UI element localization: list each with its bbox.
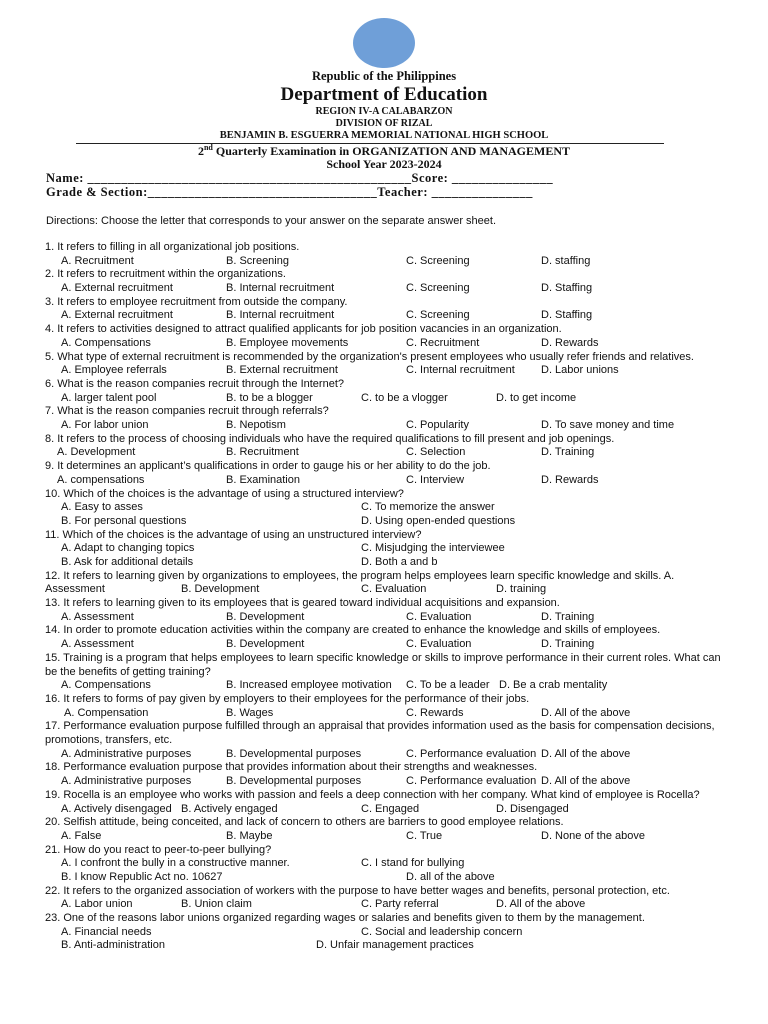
choice-row: [0, 830, 768, 844]
answer-choice: D. Staffing: [541, 309, 593, 322]
question-item: [0, 378, 768, 405]
answer-choice: D. Both a and b: [361, 555, 438, 568]
answer-choice: A. External recruitment: [61, 282, 173, 295]
answer-choice: A. Assessment: [61, 638, 134, 651]
answer-choice: A. I confront the bully in a constructive manner.: [61, 857, 290, 870]
answer-choice: A. Employee referrals: [61, 364, 167, 377]
answer-choice: B. Increased employee motivation: [226, 679, 392, 692]
answer-choice: D. Unfair management practices: [316, 939, 474, 952]
choice-row: [0, 364, 768, 378]
question-stem: 19. Rocella is an employee who works with passion and feels a deep connection with her company. What kind of employee is Rocella?: [45, 788, 700, 801]
answer-choice: A. Development: [57, 446, 136, 459]
question-stem: 2. It refers to recruitment within the organizations.: [45, 268, 286, 281]
answer-choice: D. Training: [541, 638, 595, 651]
answer-choice: B. Development: [226, 638, 305, 651]
question-item: [0, 789, 768, 816]
answer-choice: B. Ask for additional details: [61, 555, 194, 568]
answer-choice: C. Evaluation: [361, 583, 427, 596]
answer-choice: B. For personal questions: [61, 514, 187, 527]
answer-choice: D. None of the above: [541, 829, 645, 842]
choice-row: [0, 419, 768, 433]
answer-choice: A. Actively disengaged: [61, 802, 172, 815]
question-item: [0, 268, 768, 295]
question-stem: 12. It refers to learning given by organizations to employees, the program helps employees learn specific knowledge and skills. A.: [45, 569, 675, 582]
question-item: [0, 405, 768, 432]
answer-choice: C. Popularity: [406, 419, 469, 432]
answer-choice: D. All of the above: [541, 706, 631, 719]
region-line: REGION IV-A CALABARZON: [315, 106, 453, 117]
division-line: DIVISION OF RIZAL: [335, 118, 433, 129]
answer-choice: D. training: [496, 583, 547, 596]
answer-choice: B. Employee movements: [226, 336, 349, 349]
question-stem: 5. What type of external recruitment is recommended by the organization's present employees who usually refer friends and relatives.: [45, 350, 694, 363]
choice-row: [0, 337, 768, 351]
department-title: Department of Education: [280, 84, 488, 105]
question-item: [0, 570, 768, 597]
answer-choice: B. Wages: [226, 706, 274, 719]
choice-row: [0, 679, 768, 693]
answer-choice: A. Adapt to changing topics: [61, 542, 195, 555]
answer-choice: C. Performance evaluation: [406, 775, 537, 788]
answer-choice: D. Using open-ended questions: [361, 514, 516, 527]
question-item: [0, 488, 768, 529]
question-stem: 8. It refers to the process of choosing individuals who have the required qualifications to fill present and job openings.: [45, 432, 615, 445]
question-item: [0, 241, 768, 268]
answer-choice: B. to be a blogger: [226, 391, 313, 404]
choice-row: [0, 515, 768, 529]
choice-row: [0, 803, 768, 817]
question-stem: 10. Which of the choices is the advantage of using a structured interview?: [45, 487, 404, 500]
answer-choice: B. Union claim: [181, 898, 252, 911]
question-stem: 7. What is the reason companies recruit through referrals?: [45, 405, 329, 418]
school-name: BENJAMIN B. ESGUERRA MEMORIAL NATIONAL HIGH SCHOOL: [219, 130, 549, 141]
question-stem: 22. It refers to the organized association of workers with the purpose to have better wages and benefits, personal protection, etc.: [45, 884, 670, 897]
question-item: [0, 323, 768, 350]
answer-choice: B. External recruitment: [226, 364, 338, 377]
republic-line: Republic of the Philippines: [311, 69, 457, 83]
question-item: [0, 912, 768, 953]
answer-choice: D. Staffing: [541, 282, 593, 295]
choice-row: [0, 282, 768, 296]
choice-row: [0, 446, 768, 460]
answer-choice: C. Performance evaluation: [406, 747, 537, 760]
answer-choice: C. Social and leadership concern: [361, 925, 523, 938]
choice-row: [0, 748, 768, 762]
answer-choice: C. Selection: [406, 446, 466, 459]
answer-choice: D. Labor unions: [541, 364, 619, 377]
question-stem: 23. One of the reasons labor unions organized regarding wages or salaries and benefits given to them by the management.: [45, 912, 645, 925]
question-stem: 9. It determines an applicant’s qualifications in order to gauge his or her ability to do the job.: [45, 460, 491, 473]
name-score-line: Name: ________________________________________________Score: _______________: [46, 171, 554, 185]
answer-choice: C. Misjudging the interviewee: [361, 542, 505, 555]
answer-choice: D. Training: [541, 610, 595, 623]
choice-row: [0, 611, 768, 625]
question-stem: 11. Which of the choices is the advantage of using an unstructured interview?: [45, 528, 422, 541]
answer-choice: D. to get income: [496, 391, 577, 404]
answer-choice: B. Screening: [226, 254, 289, 267]
answer-choice: C. Rewards: [406, 706, 464, 719]
answer-choice: C. Screening: [406, 254, 470, 267]
answer-choice: B. Developmental purposes: [226, 775, 362, 788]
answer-choice: C. Screening: [406, 309, 470, 322]
answer-choice: B. Internal recruitment: [226, 282, 335, 295]
question-item: [0, 844, 768, 885]
answer-choice: C. To memorize the answer: [361, 501, 495, 514]
question-item: [0, 624, 768, 651]
question-item: [0, 460, 768, 487]
answer-choice: A. compensations: [57, 473, 145, 486]
question-stem: 18. Performance evaluation purpose that provides information about their strengths and weaknesses.: [45, 761, 538, 774]
answer-choice: A. Compensations: [61, 679, 151, 692]
question-item: [0, 351, 768, 378]
answer-choice: C. True: [406, 829, 443, 842]
answer-choice: A. External recruitment: [61, 309, 173, 322]
answer-choice: Assessment: [45, 583, 105, 596]
answer-choice: C. to be a vlogger: [361, 391, 448, 404]
choice-row: [0, 309, 768, 323]
choice-row: [0, 392, 768, 406]
answer-choice: B. Maybe: [226, 829, 273, 842]
answer-choice: B. Examination: [226, 473, 300, 486]
exam-ordinal-suffix: nd: [203, 143, 213, 152]
answer-choice: A. False: [61, 829, 102, 842]
answer-choice: B. Internal recruitment: [226, 309, 335, 322]
answer-choice: D. staffing: [541, 254, 591, 267]
choice-row: [0, 542, 768, 556]
choice-row: [0, 501, 768, 515]
deped-seal-logo: [353, 18, 415, 68]
answer-choice: B. Development: [181, 583, 260, 596]
choice-row: [0, 939, 768, 953]
question-stem: 15. Training is a program that helps employees to learn specific knowledge or skills to improve performance in their current roles. What can be the benefits of getting training?: [45, 651, 721, 678]
choice-row: [0, 857, 768, 871]
question-item: [0, 885, 768, 912]
question-stem: 3. It refers to employee recruitment from outside the company.: [45, 295, 348, 308]
answer-choice: A. Recruitment: [61, 254, 134, 267]
answer-choice: C. I stand for bullying: [361, 857, 465, 870]
answer-choice: D. Disengaged: [496, 802, 569, 815]
answer-choice: B. Recruitment: [226, 446, 299, 459]
question-item: [0, 720, 768, 761]
answer-choice: C. Engaged: [361, 802, 420, 815]
directions: Directions: Choose the letter that corresponds to your answer on the separate answer sheet.: [46, 215, 497, 227]
answer-choice: A. Financial needs: [61, 925, 152, 938]
question-stem: 21. How do you react to peer-to-peer bullying?: [45, 843, 272, 856]
answer-choice: C. Evaluation: [406, 638, 472, 651]
question-stem: 4. It refers to activities designed to attract qualified applicants for job position vacancies in an organization.: [45, 323, 562, 336]
answer-choice: C. Interview: [406, 473, 465, 486]
answer-choice: C. Evaluation: [406, 610, 472, 623]
question-stem: 20. Selfish attitude, being conceited, and lack of concern to others are barriers to good employee relations.: [45, 816, 564, 829]
answer-choice: A. Easy to asses: [61, 501, 143, 514]
school-year: School Year 2023-2024: [326, 157, 442, 171]
answer-choice: A. Compensation: [64, 706, 149, 719]
choice-row: [0, 707, 768, 721]
answer-choice: B. Actively engaged: [181, 802, 278, 815]
question-stem: 14. In order to promote education activities within the company are created to enhance the knowledge and skills of employees.: [45, 624, 661, 637]
question-item: [0, 296, 768, 323]
choice-row: [0, 255, 768, 269]
question-stem: 13. It refers to learning given to its employees that is geared toward individual acquisitions and expansion.: [45, 597, 560, 610]
question-item: [0, 597, 768, 624]
answer-choice: D. all of the above: [406, 870, 495, 883]
answer-choice: D. Be a crab mentality: [499, 679, 608, 692]
answer-choice: B. Development: [226, 610, 305, 623]
answer-choice: A. Compensations: [61, 336, 151, 349]
exam-ordinal: 2: [197, 144, 204, 158]
answer-choice: C. Screening: [406, 282, 470, 295]
answer-choice: C. To be a leader: [406, 679, 490, 692]
choice-row: [0, 638, 768, 652]
answer-choice: C. Internal recruitment: [406, 364, 515, 377]
answer-choice: D. Training: [541, 446, 595, 459]
answer-choice: D. All of the above: [541, 747, 631, 760]
question-stem: 1. It refers to filling in all organizational job positions.: [45, 241, 300, 253]
answer-choice: D. All of the above: [541, 775, 631, 788]
question-item: [0, 761, 768, 788]
answer-choice: D. All of the above: [496, 898, 586, 911]
question-item: [0, 433, 768, 460]
answer-choice: A. Labor union: [61, 898, 133, 911]
choice-row: [0, 583, 768, 597]
question-item: [0, 529, 768, 570]
answer-choice: B. Nepotism: [226, 419, 286, 432]
question-stem: 6. What is the reason companies recruit through the Internet?: [45, 377, 344, 390]
question-item: [0, 816, 768, 843]
answer-choice: C. Party referral: [361, 898, 439, 911]
question-item: [0, 652, 768, 693]
question-item: [0, 693, 768, 720]
question-stem: 17. Performance evaluation purpose fulfilled through an appraisal that provides information used as the basis for compensation decisions, promotions, transfers, etc.: [45, 720, 715, 747]
question-stem: 16. It refers to forms of pay given by employers to their employees for the performance of their jobs.: [45, 692, 530, 705]
choice-row: [0, 871, 768, 885]
choice-row: [0, 898, 768, 912]
answer-choice: C. Recruitment: [406, 336, 480, 349]
answer-choice: A. Administrative purposes: [61, 747, 192, 760]
choice-row: [0, 556, 768, 570]
answer-choice: A. For labor union: [61, 419, 149, 432]
choice-row: [0, 775, 768, 789]
answer-choice: B. I know Republic Act no. 10627: [61, 870, 223, 883]
exam-title-text: Quarterly Examination in ORGANIZATION AND MANAGEMENT: [212, 144, 571, 158]
answer-choice: A. Assessment: [61, 610, 134, 623]
choice-row: [0, 474, 768, 488]
answer-choice: A. larger talent pool: [61, 391, 157, 404]
answer-choice: B. Anti-administration: [61, 939, 165, 952]
answer-choice: B. Developmental purposes: [226, 747, 362, 760]
answer-choice: A. Administrative purposes: [61, 775, 192, 788]
choice-row: [0, 926, 768, 940]
answer-choice: D. Rewards: [541, 336, 599, 349]
answer-choice: D. To save money and time: [541, 419, 675, 432]
grade-section-teacher-line: Grade & Section:__________________________________Teacher: _______________: [46, 185, 533, 199]
question-list: [0, 241, 768, 953]
answer-choice: D. Rewards: [541, 473, 599, 486]
